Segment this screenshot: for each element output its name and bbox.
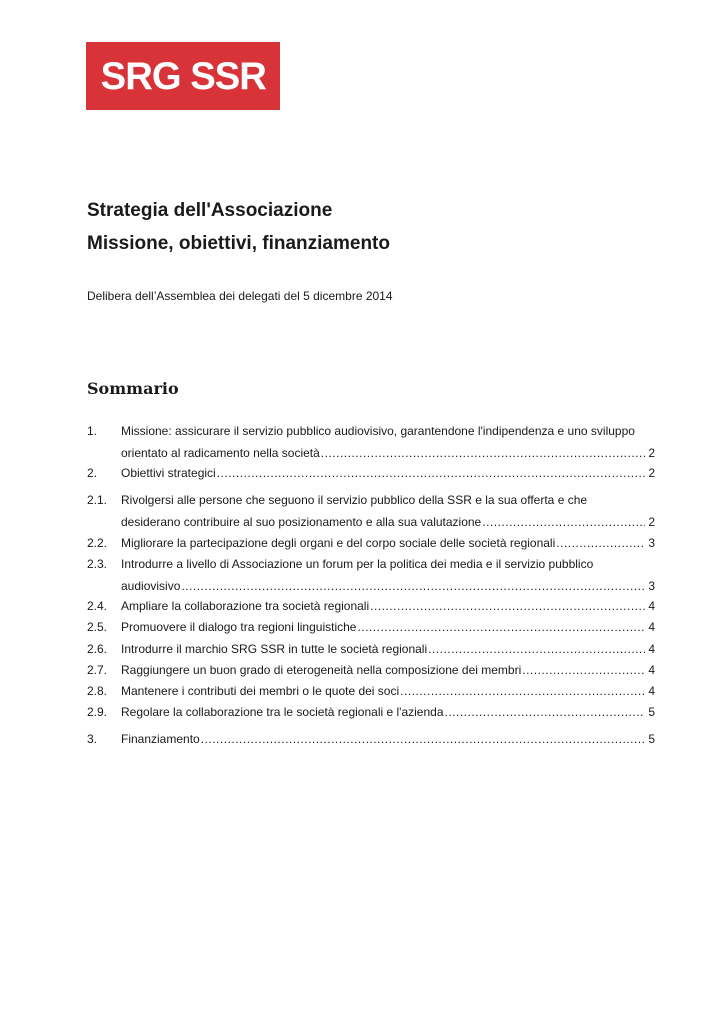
- dot-leader: [445, 701, 646, 723]
- dot-leader: [522, 659, 645, 681]
- toc-entry-text: Finanziamento: [121, 732, 200, 746]
- toc-entry-page: 4: [648, 663, 655, 677]
- toc-entry-page: 4: [648, 642, 655, 656]
- toc-entry-text: desiderano contribuire al suo posizionamento e alla sua valutazione: [121, 515, 482, 529]
- resolution-note: Delibera dell’Assemblea dei delegati del 5 dicembre 2014: [87, 289, 393, 303]
- toc-entry-text-line1: Missione: assicurare il servizio pubblico audiovisivo, garantendone l'indipendenza e uno sviluppo: [121, 424, 635, 438]
- toc-entry-number: 3.: [87, 732, 98, 746]
- toc-entry-text: Obiettivi strategici: [121, 466, 216, 480]
- toc-entry-text: audiovisivo: [121, 579, 181, 593]
- toc-entry-text-line1: Introdurre a livello di Associazione un forum per la politica dei media e il servizio pubblico: [121, 557, 594, 571]
- toc-entry-text: Regolare la collaborazione tra le società regionali e l'azienda: [121, 705, 444, 719]
- toc-entry-text: Mantenere i contributi dei membri o le quote dei soci: [121, 684, 400, 698]
- toc-entry-leader-line: [121, 462, 655, 484]
- dot-leader: [201, 728, 646, 750]
- toc-entry-leader-line: [121, 680, 655, 702]
- document-subtitle-title: Missione, obiettivi, finanziamento: [87, 233, 390, 254]
- toc-entry-2-2[interactable]: [87, 532, 655, 554]
- toc-entry-number: 2.3.: [87, 557, 108, 571]
- toc-entry-text: Raggiungere un buon grado di eterogeneità nella composizione dei membri: [121, 663, 522, 677]
- toc-entry-2-4[interactable]: [87, 595, 655, 617]
- toc-entry-text: Promuovere il dialogo tra regioni linguistiche: [121, 620, 357, 634]
- toc-entry-2-5[interactable]: [87, 616, 655, 638]
- toc-entry-leader-line: [121, 659, 655, 681]
- toc-entry-leader-line: [121, 616, 655, 638]
- dot-leader: [181, 575, 645, 597]
- toc-entry-page: 4: [648, 684, 655, 698]
- dot-leader: [482, 511, 645, 533]
- toc-entry-page: 3: [648, 536, 655, 550]
- toc-entry-leader-line: [121, 638, 655, 660]
- toc-entry-leader-line: [121, 532, 655, 554]
- toc-entry-2-1[interactable]: [87, 489, 655, 533]
- toc-entry-leader-line: [121, 728, 655, 750]
- toc-entry-number: 2.2.: [87, 536, 108, 550]
- toc-entry-number: 2.4.: [87, 599, 108, 613]
- dot-leader: [400, 680, 645, 702]
- toc-entry-number: 2.7.: [87, 663, 108, 677]
- dot-leader: [217, 462, 646, 484]
- toc-entry-text-line1: Rivolgersi alle persone che seguono il servizio pubblico della SSR e la sua offerta e che: [121, 493, 588, 507]
- toc-entry-2-6[interactable]: [87, 638, 655, 660]
- toc-entry-2[interactable]: [87, 462, 655, 484]
- toc-entry-number: 2.6.: [87, 642, 108, 656]
- logo-text: SRG SSR: [100, 54, 266, 98]
- toc-entry-text: orientato al radicamento nella società: [121, 446, 320, 460]
- toc-entry-number: 2.9.: [87, 705, 108, 719]
- toc-entry-2-9[interactable]: [87, 701, 655, 723]
- toc-entry-2-7[interactable]: [87, 659, 655, 681]
- toc-entry-leader-line: [121, 511, 655, 533]
- toc-entry-number: 2.1.: [87, 493, 108, 507]
- toc-entry-2-8[interactable]: [87, 680, 655, 702]
- toc-entry-leader-line: [121, 595, 655, 617]
- toc-entry-page: 2: [648, 466, 655, 480]
- toc-entry-leader-line: [121, 575, 655, 597]
- toc-entry-page: 2: [648, 515, 655, 529]
- toc-entry-number: 2.: [87, 466, 98, 480]
- toc-entry-page: 5: [648, 705, 655, 719]
- toc-entry-text: Introdurre il marchio SRG SSR in tutte le società regionali: [121, 642, 428, 656]
- toc-entry-1[interactable]: [87, 420, 655, 464]
- dot-leader: [556, 532, 645, 554]
- toc-entry-number: 1.: [87, 424, 98, 438]
- toc-entry-3[interactable]: [87, 728, 655, 750]
- toc-entry-number: 2.5.: [87, 620, 108, 634]
- dot-leader: [370, 595, 645, 617]
- toc-entry-leader-line: [121, 701, 655, 723]
- toc-entry-page: 4: [648, 599, 655, 613]
- toc-entry-page: 3: [648, 579, 655, 593]
- document-title: Strategia dell'Associazione: [87, 200, 333, 221]
- toc-entry-page: 5: [648, 732, 655, 746]
- dot-leader: [428, 638, 645, 660]
- toc-entry-leader-line: [121, 442, 655, 464]
- toc-heading: Sommario: [87, 379, 179, 398]
- toc-entry-page: 4: [648, 620, 655, 634]
- dot-leader: [357, 616, 645, 638]
- toc-entry-number: 2.8.: [87, 684, 108, 698]
- toc-entry-text: Ampliare la collaborazione tra società regionali: [121, 599, 370, 613]
- toc-entry-page: 2: [648, 446, 655, 460]
- toc-entry-2-3[interactable]: [87, 553, 655, 597]
- dot-leader: [321, 442, 646, 464]
- toc-entry-text: Migliorare la partecipazione degli organi e del corpo sociale delle società regionali: [121, 536, 556, 550]
- srg-ssr-logo: [86, 42, 280, 110]
